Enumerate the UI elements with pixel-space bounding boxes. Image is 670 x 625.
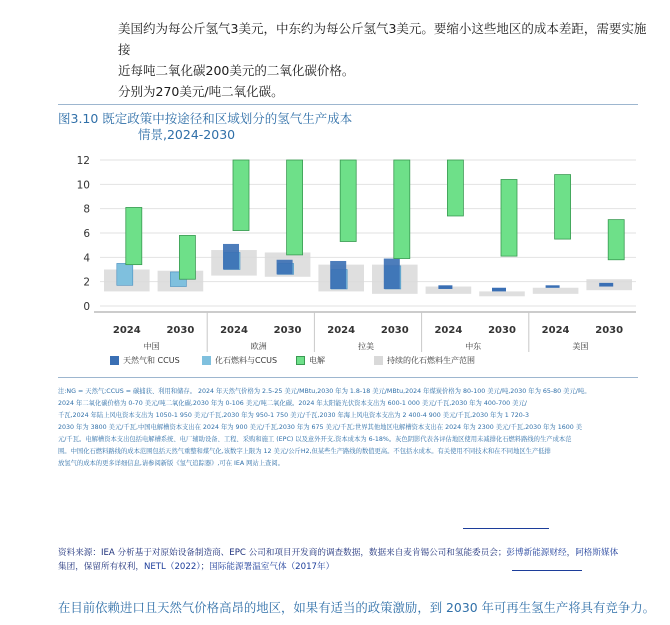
bar-electrolysis xyxy=(287,160,303,255)
source-separator: ； xyxy=(200,562,210,572)
y-tick-label: 12 xyxy=(76,155,90,167)
x-year-label: 2030 xyxy=(488,325,516,336)
note-line: 千瓦,2024 年陆上风电资本支出为 1050-1 950 美元/千瓦,2030 年为 950-1 750 美元/千瓦,2030 年海上风电资本支出为 2 400-4 900 美元/千瓦,2030 年为 1 720-3 xyxy=(58,412,530,419)
note-line: 围。中国化石燃料路线的成本范围包括天然气重整和煤气化,该数字上限为 12 美元/公斤H2,但某些生产路线的数值更高。不包括水成本。有关使用不同技术和在不同地区生产低排 xyxy=(58,448,551,455)
legend-label: 电解 xyxy=(309,356,325,365)
figure-title-line-2: 情景,2024-2030 xyxy=(138,127,236,142)
figure-note xyxy=(58,386,648,470)
legend-swatch xyxy=(202,356,211,365)
legend-label: 化石燃料与CCUS xyxy=(215,356,278,365)
note-line: 放氢气的成本的更多详细信息,请参阅新版《氢气追踪器》,可在 IEA 网站上查阅。 xyxy=(58,460,284,467)
x-year-label: 2024 xyxy=(541,325,570,336)
legend-item-fossil-ccus xyxy=(202,355,277,366)
bar-natural-gas-ccus xyxy=(277,260,293,275)
bar-electrolysis xyxy=(501,179,517,256)
source-link-bnef[interactable]: 彭博新能源财经 xyxy=(506,548,567,558)
source-separator: ， xyxy=(566,548,576,558)
x-year-label: 2024 xyxy=(112,325,141,336)
intro-line-1: 美国约为每公斤氢气3美元，中东约为每公斤氢气3美元。要缩小这些地区的成本差距，需要实施接 xyxy=(118,21,647,57)
bar-electrolysis xyxy=(179,235,195,279)
x-year-label: 2030 xyxy=(380,325,409,336)
x-group-label: 中国 xyxy=(143,342,160,351)
bar-electrolysis xyxy=(126,207,142,264)
x-year-label: 2024 xyxy=(327,325,356,336)
closing-paragraph: 在目前依赖进口且天然气价格高昂的地区，如果有适当的政策激励，到 2030 年可再生氢生产将具有竞争力。 xyxy=(58,600,655,615)
y-tick-label: 10 xyxy=(76,179,90,192)
bar-electrolysis xyxy=(555,175,571,239)
legend-item-electrolysis xyxy=(296,355,325,366)
source-text: 资料来源：IEA 分析基于对原始设备制造商、EPC 公司和项目开发商的调查数据，数据来自麦肯锡公司和氢能委员会； xyxy=(58,548,507,558)
bar-electrolysis xyxy=(394,160,410,259)
link-underline xyxy=(512,570,582,571)
x-year-label: 2024 xyxy=(434,325,463,336)
y-tick-label: 0 xyxy=(83,301,90,313)
intro-line-2: 近每吨二氧化碳200美元的二氧化碳价格。 xyxy=(118,63,355,78)
legend-swatch xyxy=(110,356,119,365)
note-line: 2030 年为 3800 美元/千瓦,中国电解槽资本支出在 2024 年为 900 美元/千瓦,2030 年为 675 美元/千瓦;世界其他地区电解槽资本支出在 2024 年为 2300 美元/千瓦,2030 年为 1600 美 xyxy=(58,424,583,431)
figure-bottom-rule xyxy=(58,377,638,378)
x-year-label: 2030 xyxy=(166,325,195,336)
bar-natural-gas-ccus xyxy=(546,285,560,288)
bar-natural-gas-ccus xyxy=(223,244,239,270)
source-link-argus[interactable]: 阿格斯媒体 xyxy=(575,548,619,558)
x-group-label: 欧洲 xyxy=(250,342,267,351)
bar-natural-gas-ccus xyxy=(330,261,346,289)
legend-swatch xyxy=(296,356,305,365)
bar-electrolysis xyxy=(233,160,249,231)
x-group-label: 中东 xyxy=(465,342,482,351)
note-line: 2024 年二氧化碳价格为 0-70 美元/吨二氧化碳,2030 年为 0-106 美元/吨二氧化碳。2024 年太阳能光伏资本支出为 600-1 000 美元/千瓦,2030 年为 400-700 美元/ xyxy=(58,400,527,407)
intro-line-3: 分别为270美元/吨二氧化碳。 xyxy=(118,84,284,99)
figure-title-line-1: 图3.10 既定政策中按途径和区域划分的氢气生产成本 xyxy=(58,111,353,126)
link-underline xyxy=(463,528,549,529)
note-line: 元/千瓦。电解槽资本支出包括电解槽系统、电厂辅助设备、工程、采购和施工 (EPC) 以及意外开支,资本成本为 6-18%。灰色阴影代表各评估地区使用未减排化石燃料路线的生产成本范 xyxy=(58,436,572,443)
y-tick-label: 4 xyxy=(83,252,90,265)
chart-legend xyxy=(110,355,650,371)
bar-electrolysis xyxy=(608,220,624,260)
legend-label: 持续的化石燃料生产范围 xyxy=(387,356,475,365)
x-year-label: 2030 xyxy=(595,325,624,336)
bar-natural-gas-ccus xyxy=(384,259,400,289)
x-year-label: 2030 xyxy=(273,325,302,336)
bar-electrolysis xyxy=(447,160,463,216)
x-group-label: 拉美 xyxy=(358,342,374,351)
note-line: 注:NG = 天然气;CCUS = 碳捕获、利用和储存。 2024 年天然气价格为 2.5-25 美元/MBtu,2030 年为 1.8-18 美元/MBtu,2024 年煤炭价格为 80-100 美元/吨,2030 年为 65-80 美元/吨。 xyxy=(58,388,591,395)
fossil-range-band xyxy=(533,288,579,294)
bar-electrolysis xyxy=(340,160,356,242)
fossil-range-band xyxy=(479,291,525,296)
x-year-label: 2024 xyxy=(220,325,248,336)
bar-natural-gas-ccus xyxy=(599,283,613,287)
source-link-netl[interactable]: NETL（2022） xyxy=(143,562,201,572)
y-tick-label: 6 xyxy=(83,228,90,240)
legend-swatch xyxy=(374,356,383,365)
x-group-label: 美国 xyxy=(572,342,589,351)
legend-item-natural-gas-ccus xyxy=(110,355,180,366)
bar-fossil-ccus xyxy=(117,263,133,285)
y-tick-label: 2 xyxy=(83,276,90,289)
legend-label: 天然气和 CCUS xyxy=(123,356,180,365)
source-text: 集团，保留所有权利， xyxy=(58,562,144,572)
source-link-ieaghg[interactable]: 国际能源署温室气体（2017年） xyxy=(209,562,335,572)
bar-natural-gas-ccus xyxy=(492,288,506,292)
y-tick-label: 8 xyxy=(83,203,90,216)
bar-natural-gas-ccus xyxy=(438,285,452,289)
legend-item-fossil-range xyxy=(374,355,475,366)
